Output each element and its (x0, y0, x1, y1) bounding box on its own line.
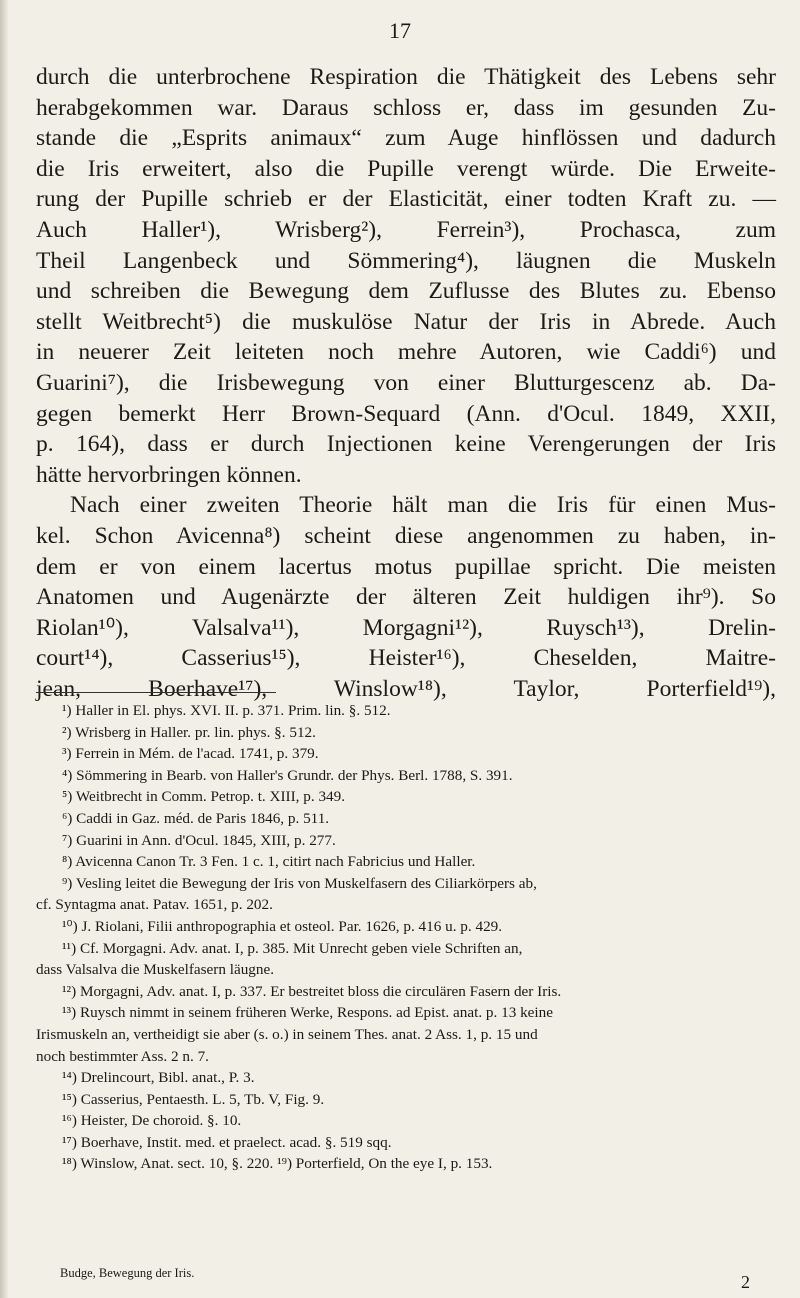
body-line: Nach einer zweiten Theorie hält man die Iris für einen Mus- (70, 492, 776, 519)
body-line: gegen bemerkt Herr Brown-Sequard (Ann. d'Ocul. 1849, XXII, (36, 400, 776, 427)
body-line: Auch Haller¹), Wrisberg²), Ferrein³), Prochasca, zum (36, 216, 776, 243)
body-line: jean, Boerhave¹⁷), Winslow¹⁸), Taylor, Porterfield¹⁹), (36, 675, 776, 702)
footnote-continuation: dass Valsalva die Muskelfasern läugne. (36, 961, 275, 979)
footnote: ²) Wrisberg in Haller. pr. lin. phys. §. 512. (62, 723, 316, 741)
sheet-number: 2 (741, 1272, 750, 1292)
footnote: ¹⁰) J. Riolani, Filii anthropographia et osteol. Par. 1626, p. 416 u. p. 429. (62, 917, 503, 935)
footnote: ¹³) Ruysch nimmt in seinem früheren Werke, Respons. ad Epist. anat. p. 13 keine (62, 1004, 553, 1022)
body-line: Riolan¹⁰), Valsalva¹¹), Morgagni¹²), Ruysch¹³), Drelin- (36, 614, 776, 641)
body-line: dem er von einem lacertus motus pupillae spricht. Die meisten (36, 553, 776, 580)
footnote: ⁷) Guarini in Ann. d'Ocul. 1845, XIII, p. 277. (62, 831, 336, 849)
body-line: die Iris erweitert, also die Pupille verengt würde. Die Erweite- (36, 155, 776, 182)
footnote: ¹⁶) Heister, De choroid. §. 10. (62, 1112, 242, 1130)
printer-signature: Budge, Bewegung der Iris. (60, 1266, 195, 1280)
footnote: ¹⁷) Boerhave, Instit. med. et praelect. acad. §. 519 sqq. (62, 1133, 392, 1151)
footnote: ⁵) Weitbrecht in Comm. Petrop. t. XIII, p. 349. (62, 788, 346, 806)
footnote-continuation: Irismuskeln an, vertheidigt sie aber (s. o.) in seinem Thes. anat. 2 Ass. 1, p. 15 und (36, 1025, 538, 1043)
page-number: 17 (389, 18, 411, 43)
footnote: ⁹) Vesling leitet die Bewegung der Iris von Muskelfasern des Ciliarkörpers ab, (62, 874, 537, 892)
body-line: Anatomen und Augenärzte der älteren Zeit huldigen ihr⁹). So (36, 584, 776, 611)
body-line: kel. Schon Avicenna⁸) scheint diese angenommen zu haben, in- (36, 522, 776, 549)
body-line: hätte hervorbringen können. (36, 461, 302, 488)
footnote: ⁶) Caddi in Gaz. méd. de Paris 1846, p. 511. (62, 809, 330, 827)
footnote: ¹⁵) Casserius, Pentaesth. L. 5, Tb. V, Fig. 9. (62, 1090, 325, 1108)
body-line: rung der Pupille schrieb er der Elasticität, einer todten Kraft zu. — (36, 186, 776, 213)
footnote: ¹¹) Cf. Morgagni. Adv. anat. I, p. 385. Mit Unrecht geben viele Schriften an, (62, 939, 523, 957)
footnote: ¹⁴) Drelincourt, Bibl. anat., P. 3. (62, 1069, 255, 1087)
body-line: durch die unterbrochene Respiration die Thätigkeit des Lebens sehr (36, 64, 776, 90)
footnote-divider (36, 692, 276, 693)
footnote-continuation: noch bestimmter Ass. 2 n. 7. (36, 1047, 209, 1065)
body-line: Guarini⁷), die Irisbewegung von einer Blutturgescenz ab. Da- (36, 369, 776, 396)
body-line: p. 164), dass er durch Injectionen keine Verengerungen der Iris (36, 431, 776, 458)
body-line: herabgekommen war. Daraus schloss er, dass im gesunden Zu- (36, 94, 776, 121)
page-edge (0, 0, 8, 1298)
footnote: ¹) Haller in El. phys. XVI. II. p. 371. Prim. lin. §. 512. (62, 702, 391, 719)
footnote: ¹²) Morgagni, Adv. anat. I, p. 337. Er bestreitet bloss die circulären Fasern der Iris. (62, 982, 562, 1000)
body-line: stande die „Esprits animaux“ zum Auge hinflössen und dadurch (36, 125, 776, 152)
footnote-continuation: cf. Syntagma anat. Patav. 1651, p. 202. (36, 896, 273, 914)
body-line: in neuerer Zeit leiteten noch mehre Autoren, wie Caddi⁶) und (36, 339, 776, 366)
body-line: stellt Weitbrecht⁵) die muskulöse Natur der Iris in Abrede. Auch (36, 308, 776, 335)
body-line: Theil Langenbeck und Sömmering⁴), läugnen die Muskeln (36, 247, 776, 274)
body-line: court¹⁴), Casserius¹⁵), Heister¹⁶), Cheselden, Maitre- (36, 645, 776, 672)
footnote: ⁴) Sömmering in Bearb. von Haller's Grundr. der Phys. Berl. 1788, S. 391. (62, 766, 513, 784)
body-line: und schreiben die Bewegung dem Zuflusse des Blutes zu. Ebenso (36, 278, 776, 305)
body-text (36, 62, 776, 704)
footnote: ⁸) Avicenna Canon Tr. 3 Fen. 1 c. 1, citirt nach Fabricius und Haller. (62, 853, 476, 871)
footnotes (36, 700, 776, 1175)
footnote: ³) Ferrein in Mém. de l'acad. 1741, p. 379. (62, 745, 319, 763)
footnote: ¹⁸) Winslow, Anat. sect. 10, §. 220. ¹⁹) Porterfield, On the eye I, p. 153. (62, 1155, 493, 1173)
